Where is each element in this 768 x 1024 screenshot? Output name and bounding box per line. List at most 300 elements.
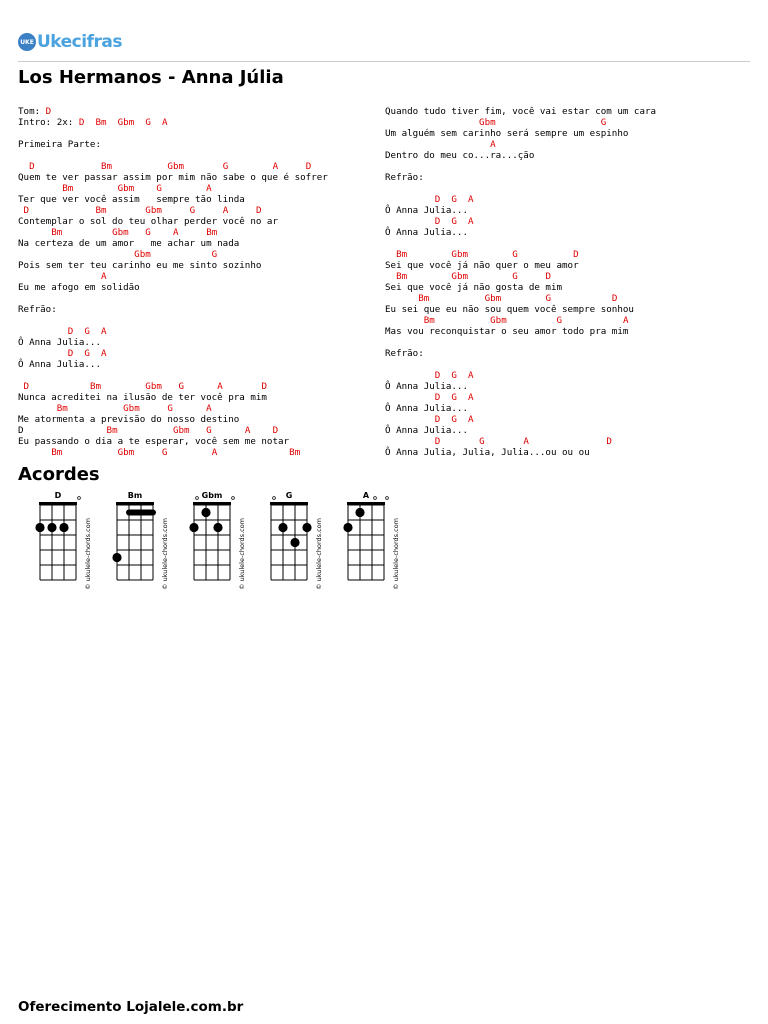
lyric-text bbox=[457, 216, 468, 227]
lyrics-column-left bbox=[18, 106, 328, 458]
lyric-line bbox=[385, 348, 656, 359]
chord-label[interactable]: Gbm bbox=[172, 425, 190, 436]
chord-label[interactable]: D bbox=[29, 161, 35, 172]
chord-label[interactable]: A bbox=[244, 425, 251, 436]
chord-label[interactable]: Gbm bbox=[112, 227, 129, 238]
lyric-line bbox=[18, 381, 328, 392]
chord-label[interactable]: Bm bbox=[62, 183, 74, 194]
lyric-text bbox=[173, 403, 206, 414]
chord-label[interactable]: G bbox=[178, 381, 185, 392]
chord-label[interactable]: G bbox=[222, 161, 229, 172]
chord-label[interactable]: A bbox=[172, 227, 179, 238]
lyric-line bbox=[385, 216, 656, 227]
chord-label[interactable]: Bm bbox=[51, 227, 63, 238]
lyric-line bbox=[385, 414, 656, 425]
lyric-text: Eu sei que eu não sou quem você sempre sonhou bbox=[385, 304, 634, 315]
lyric-text bbox=[107, 117, 118, 128]
lyric-text bbox=[195, 205, 223, 216]
chord-label[interactable]: A bbox=[468, 370, 474, 381]
lyric-text bbox=[217, 447, 289, 458]
open-string-marker bbox=[78, 497, 81, 500]
chord-label[interactable]: G bbox=[451, 392, 457, 403]
lyric-text bbox=[385, 194, 435, 205]
lyric-text bbox=[179, 227, 207, 238]
lyric-text: Ô Anna Julia... bbox=[385, 403, 468, 414]
chord-label[interactable]: A bbox=[272, 161, 279, 172]
lyric-line bbox=[18, 370, 328, 381]
chord-label[interactable]: D bbox=[545, 271, 552, 282]
chord-label[interactable]: Gbm bbox=[117, 183, 135, 194]
chord-label[interactable]: A bbox=[490, 139, 496, 150]
lyric-line bbox=[385, 139, 656, 150]
lyric-text bbox=[435, 315, 490, 326]
lyric-text: Tom: bbox=[18, 106, 46, 117]
lyric-text bbox=[18, 249, 134, 260]
chord-diagram-g bbox=[261, 490, 336, 590]
lyric-text bbox=[101, 381, 145, 392]
lyric-line bbox=[18, 337, 328, 348]
chord-label[interactable]: Gbm bbox=[123, 403, 140, 414]
chord-label[interactable]: G bbox=[556, 315, 563, 326]
chord-label[interactable]: D bbox=[67, 348, 74, 359]
lyric-text bbox=[140, 403, 168, 414]
logo-badge: UKE bbox=[18, 33, 36, 51]
lyric-line bbox=[18, 293, 328, 304]
chord-label[interactable]: G bbox=[451, 216, 457, 227]
lyric-text: Ô Anna Julia... bbox=[385, 381, 468, 392]
lyric-text: Quando tudo tiver fim, você vai estar com um cara bbox=[385, 106, 657, 117]
lyric-text bbox=[18, 326, 68, 337]
chord-label[interactable]: Gbm bbox=[145, 381, 162, 392]
lyric-text: Contemplar o sol do teu olhar perder você no ar bbox=[18, 216, 278, 227]
lyric-line bbox=[385, 282, 656, 293]
chord-label[interactable]: Gbm bbox=[490, 315, 507, 326]
lyric-line bbox=[18, 271, 328, 282]
chord-label[interactable]: G bbox=[545, 293, 552, 304]
chord-label[interactable]: G bbox=[451, 370, 457, 381]
chord-label[interactable]: A bbox=[161, 117, 168, 128]
lyric-line bbox=[18, 183, 328, 194]
lyric-line bbox=[18, 249, 328, 260]
chord-label[interactable]: G bbox=[206, 425, 212, 436]
chord-label[interactable]: Bm bbox=[396, 249, 408, 260]
lyric-text: Ô Anna Julia... bbox=[18, 359, 101, 370]
lyric-text bbox=[18, 161, 29, 172]
lyric-text bbox=[18, 348, 68, 359]
chord-label[interactable]: D bbox=[67, 326, 74, 337]
chord-label[interactable]: Bm bbox=[51, 447, 63, 458]
chord-label[interactable]: Bm bbox=[289, 447, 301, 458]
lyric-text: Refrão: bbox=[18, 304, 57, 315]
lyric-line bbox=[18, 315, 328, 326]
chord-label[interactable]: D bbox=[434, 194, 441, 205]
open-string-marker bbox=[273, 497, 276, 500]
chord-label[interactable]: D bbox=[256, 205, 262, 216]
lyric-text: Eu me afogo em solidão bbox=[18, 282, 140, 293]
finger-dot bbox=[47, 523, 56, 532]
lyric-text bbox=[24, 425, 107, 436]
lyric-line bbox=[385, 183, 656, 194]
lyric-line bbox=[385, 271, 656, 282]
chord-label[interactable]: Bm bbox=[89, 381, 102, 392]
lyric-text bbox=[184, 381, 217, 392]
lyric-text bbox=[212, 425, 245, 436]
lyric-text bbox=[407, 271, 451, 282]
lyric-text bbox=[29, 205, 95, 216]
lyric-text: Na certeza de um amor me achar um nada bbox=[18, 238, 240, 249]
chord-label[interactable]: A bbox=[468, 194, 474, 205]
lyric-text bbox=[62, 447, 117, 458]
chord-diagram-name: G bbox=[285, 491, 293, 500]
chord-label[interactable]: Gbm bbox=[134, 249, 151, 260]
lyric-text: Um alguém sem carinho será sempre um espinho bbox=[385, 128, 629, 139]
chord-label[interactable]: D bbox=[434, 436, 441, 447]
lyric-line bbox=[385, 293, 656, 304]
finger-dot bbox=[278, 523, 287, 532]
chord-label[interactable]: G bbox=[167, 403, 173, 414]
lyric-text bbox=[18, 271, 101, 282]
chord-label[interactable]: D bbox=[23, 381, 30, 392]
chord-label[interactable]: G bbox=[512, 249, 518, 260]
lyric-text bbox=[118, 425, 173, 436]
lyric-text bbox=[440, 216, 451, 227]
lyric-text bbox=[385, 293, 418, 304]
lyric-text bbox=[457, 392, 468, 403]
chord-label[interactable]: Bm bbox=[423, 315, 435, 326]
chord-label[interactable]: A bbox=[217, 381, 223, 392]
chord-label[interactable]: A bbox=[206, 403, 212, 414]
lyric-line bbox=[18, 205, 328, 216]
chord-label[interactable]: A bbox=[100, 271, 107, 282]
finger-dot bbox=[302, 523, 311, 532]
lyric-text bbox=[228, 205, 256, 216]
chord-label[interactable]: D bbox=[611, 293, 618, 304]
lyric-line bbox=[385, 150, 656, 161]
chord-label[interactable]: D bbox=[434, 392, 441, 403]
chord-label[interactable]: G bbox=[451, 414, 457, 425]
lyric-text: Me atormenta a previsão do nosso destino bbox=[18, 414, 240, 425]
lyric-text bbox=[151, 249, 212, 260]
lyric-line bbox=[385, 381, 656, 392]
lyric-text bbox=[562, 315, 623, 326]
chord-label[interactable]: D bbox=[573, 249, 579, 260]
finger-dot bbox=[35, 523, 44, 532]
lyric-text: Ô Anna Julia... bbox=[385, 227, 468, 238]
lyric-line bbox=[18, 414, 328, 425]
chord-label[interactable]: G bbox=[145, 227, 151, 238]
lyric-line bbox=[18, 227, 328, 238]
lyric-line bbox=[385, 304, 656, 315]
lyric-line bbox=[385, 326, 656, 337]
lyric-text bbox=[29, 381, 90, 392]
lyric-line bbox=[18, 194, 328, 205]
lyric-line bbox=[385, 249, 656, 260]
chord-label[interactable]: Bm bbox=[418, 293, 430, 304]
lyric-text bbox=[129, 227, 146, 238]
lyric-text bbox=[385, 216, 435, 227]
lyric-line bbox=[385, 117, 656, 128]
lyric-text bbox=[385, 436, 435, 447]
chord-label[interactable]: Bm bbox=[396, 271, 408, 282]
lyric-text bbox=[429, 293, 484, 304]
chords-section-title: Acordes bbox=[18, 464, 100, 485]
watermark-text: © ukulele-chords.com bbox=[161, 517, 169, 590]
chord-label[interactable]: G bbox=[512, 271, 518, 282]
chord-label[interactable]: D bbox=[434, 216, 441, 227]
lyric-text bbox=[385, 315, 424, 326]
lyric-line bbox=[18, 282, 328, 293]
lyric-text bbox=[73, 326, 84, 337]
finger-dot bbox=[343, 523, 352, 532]
chord-label[interactable]: A bbox=[211, 447, 218, 458]
chord-label[interactable]: Gbm bbox=[167, 161, 185, 172]
lyrics-column-right bbox=[385, 106, 656, 458]
lyric-text bbox=[107, 205, 146, 216]
lyric-line bbox=[18, 348, 328, 359]
chord-diagram-a bbox=[338, 490, 413, 590]
chord-label[interactable]: D bbox=[45, 106, 52, 117]
lyric-text: Sei que você já não quer o meu amor bbox=[385, 260, 579, 271]
chord-diagram-name: Gbm bbox=[201, 491, 223, 500]
lyric-text bbox=[529, 436, 606, 447]
chord-label[interactable]: G bbox=[156, 183, 162, 194]
chord-label[interactable]: D bbox=[23, 205, 30, 216]
open-string-marker bbox=[374, 497, 377, 500]
lyric-text: Nunca acreditei na ilusão de ter você pra mim bbox=[18, 392, 267, 403]
chord-label[interactable]: D bbox=[261, 381, 268, 392]
lyric-text bbox=[485, 436, 524, 447]
finger-dot bbox=[290, 538, 299, 547]
lyric-text: Primeira Parte: bbox=[18, 139, 101, 150]
song-title: Los Hermanos - Anna Júlia bbox=[18, 67, 284, 88]
lyric-text bbox=[73, 348, 84, 359]
lyric-line bbox=[18, 392, 328, 403]
chord-label[interactable]: D bbox=[272, 425, 279, 436]
chord-label[interactable]: Gbm bbox=[117, 447, 135, 458]
lyric-line bbox=[385, 194, 656, 205]
chord-label[interactable]: Bm bbox=[95, 117, 107, 128]
lyric-line bbox=[385, 436, 656, 447]
lyric-text bbox=[162, 381, 179, 392]
chord-label[interactable]: D bbox=[434, 414, 441, 425]
lyric-text bbox=[112, 161, 167, 172]
lyric-line bbox=[18, 238, 328, 249]
chord-label[interactable]: A bbox=[101, 326, 107, 337]
lyric-line bbox=[18, 447, 328, 458]
chord-barre bbox=[126, 510, 156, 516]
finger-dot bbox=[112, 553, 121, 562]
chord-label[interactable]: A bbox=[101, 348, 107, 359]
lyric-text bbox=[385, 414, 435, 425]
lyric-line bbox=[385, 106, 656, 117]
lyric-text bbox=[18, 403, 57, 414]
lyric-line bbox=[385, 238, 656, 249]
chord-label[interactable]: G bbox=[161, 447, 168, 458]
chord-label[interactable]: A bbox=[468, 414, 474, 425]
lyric-line bbox=[385, 227, 656, 238]
lyric-line bbox=[18, 128, 328, 139]
lyric-text bbox=[518, 249, 573, 260]
chord-label[interactable]: Bm bbox=[106, 425, 118, 436]
chord-diagram-d bbox=[30, 490, 105, 590]
chord-label[interactable]: A bbox=[468, 216, 474, 227]
lyric-text bbox=[18, 227, 51, 238]
open-string-marker bbox=[386, 497, 389, 500]
lyric-line bbox=[385, 403, 656, 414]
chord-label[interactable]: G bbox=[84, 348, 90, 359]
lyric-text bbox=[35, 161, 101, 172]
lyric-text: D bbox=[18, 425, 24, 436]
chord-diagram-bm bbox=[107, 490, 182, 590]
finger-dot bbox=[201, 508, 210, 517]
lyric-line bbox=[18, 172, 328, 183]
finger-dot bbox=[213, 523, 222, 532]
chord-label[interactable]: A bbox=[468, 392, 474, 403]
lyric-text bbox=[501, 293, 545, 304]
lyric-text bbox=[90, 326, 101, 337]
lyric-text bbox=[518, 271, 546, 282]
lyric-text bbox=[68, 403, 123, 414]
lyric-text: Ô Anna Julia... bbox=[18, 337, 101, 348]
chord-label[interactable]: Gbm bbox=[479, 117, 496, 128]
lyric-line bbox=[18, 425, 328, 436]
chord-label[interactable]: A bbox=[622, 315, 629, 326]
lyric-line bbox=[385, 447, 656, 458]
lyric-line bbox=[385, 205, 656, 216]
open-string-marker bbox=[232, 497, 235, 500]
lyric-text bbox=[162, 183, 206, 194]
lyric-text: Intro: 2x: bbox=[18, 117, 79, 128]
lyric-text bbox=[385, 370, 435, 381]
lyric-text: Refrão: bbox=[385, 172, 424, 183]
chord-label[interactable]: D bbox=[78, 117, 85, 128]
chord-label[interactable]: Bm bbox=[95, 205, 107, 216]
chord-label[interactable]: G bbox=[451, 194, 457, 205]
lyric-line bbox=[18, 304, 328, 315]
lyric-line bbox=[385, 337, 656, 348]
chord-label[interactable]: G bbox=[211, 249, 218, 260]
lyric-text bbox=[134, 117, 145, 128]
chord-label[interactable]: Gbm bbox=[145, 205, 162, 216]
lyric-text: Dentro do meu co...ra...ção bbox=[385, 150, 535, 161]
lyric-line bbox=[385, 128, 656, 139]
lyric-text: Refrão: bbox=[385, 348, 424, 359]
finger-dot bbox=[355, 508, 364, 517]
lyric-text bbox=[551, 293, 612, 304]
chord-label[interactable]: Bm bbox=[56, 403, 68, 414]
lyric-line bbox=[385, 161, 656, 172]
lyric-text bbox=[151, 227, 173, 238]
lyric-text bbox=[134, 183, 156, 194]
lyric-text bbox=[84, 117, 95, 128]
lyric-line bbox=[18, 161, 328, 172]
finger-dot bbox=[59, 523, 68, 532]
chord-label[interactable]: Gbm bbox=[451, 271, 469, 282]
chord-label[interactable]: A bbox=[206, 183, 212, 194]
lyric-line bbox=[18, 117, 328, 128]
chord-diagram-name: A bbox=[362, 491, 370, 500]
lyric-text bbox=[440, 392, 451, 403]
chord-label[interactable]: G bbox=[84, 326, 90, 337]
lyric-text bbox=[134, 447, 162, 458]
chord-diagram-name: Bm bbox=[127, 491, 143, 500]
lyric-line bbox=[18, 216, 328, 227]
chord-diagram-gbm bbox=[184, 490, 259, 590]
lyric-text bbox=[507, 315, 557, 326]
lyric-text: Mas vou reconquistar o seu amor todo pra mim bbox=[385, 326, 629, 337]
lyric-line bbox=[18, 139, 328, 150]
chord-label[interactable]: D bbox=[305, 161, 312, 172]
lyric-text bbox=[440, 436, 479, 447]
lyric-text bbox=[90, 348, 101, 359]
lyric-text bbox=[162, 205, 190, 216]
lyric-text bbox=[250, 425, 272, 436]
lyric-text bbox=[18, 183, 62, 194]
lyric-text bbox=[18, 447, 51, 458]
lyric-text bbox=[385, 249, 396, 260]
chord-label[interactable]: A bbox=[222, 205, 229, 216]
chord-diagram-name: D bbox=[54, 491, 62, 500]
chord-label[interactable]: Gbm bbox=[451, 249, 469, 260]
chord-label[interactable]: A bbox=[523, 436, 529, 447]
lyric-text: Ô Anna Julia... bbox=[385, 205, 468, 216]
chord-label[interactable]: G bbox=[479, 436, 485, 447]
chord-label[interactable]: D bbox=[606, 436, 612, 447]
chord-label[interactable]: Gbm bbox=[117, 117, 135, 128]
lyric-text bbox=[440, 414, 451, 425]
lyric-text bbox=[496, 117, 601, 128]
lyric-text bbox=[457, 370, 468, 381]
lyric-text bbox=[457, 194, 468, 205]
lyric-text: Ô Anna Julia, Julia, Julia...ou ou ou bbox=[385, 447, 590, 458]
site-header bbox=[18, 30, 750, 62]
lyric-text: Quem te ver passar assim por mim não sabe o que é sofrer bbox=[18, 172, 328, 183]
site-logo[interactable] bbox=[18, 32, 122, 52]
lyric-text bbox=[468, 249, 512, 260]
lyric-line bbox=[385, 359, 656, 370]
lyric-text: Eu passando o dia a te esperar, você sem me notar bbox=[18, 436, 290, 447]
lyric-text bbox=[184, 161, 223, 172]
lyric-text bbox=[190, 425, 207, 436]
lyric-text bbox=[278, 161, 306, 172]
lyric-text bbox=[62, 227, 112, 238]
lyric-text bbox=[457, 414, 468, 425]
lyric-line bbox=[18, 326, 328, 337]
footer-sponsor: Oferecimento Lojalele.com.br bbox=[18, 999, 244, 1015]
chord-label[interactable]: G bbox=[189, 205, 196, 216]
lyric-text bbox=[73, 183, 117, 194]
chord-label[interactable]: Bm bbox=[206, 227, 218, 238]
chord-label[interactable]: Bm bbox=[101, 161, 113, 172]
open-string-marker bbox=[196, 497, 199, 500]
lyric-line bbox=[18, 436, 328, 447]
lyric-line bbox=[385, 172, 656, 183]
lyric-line bbox=[385, 425, 656, 436]
lyric-text: Ô Anna Julia... bbox=[385, 425, 468, 436]
lyric-text: Ter que ver você assim sempre tão linda bbox=[18, 194, 245, 205]
lyric-line bbox=[18, 403, 328, 414]
lyric-text bbox=[440, 194, 451, 205]
finger-dot bbox=[189, 523, 198, 532]
watermark-text: © ukulele-chords.com bbox=[392, 517, 400, 590]
lyric-text bbox=[440, 370, 451, 381]
chord-label[interactable]: G bbox=[145, 117, 151, 128]
lyric-text bbox=[167, 447, 211, 458]
lyric-text bbox=[385, 139, 490, 150]
chord-label[interactable]: Gbm bbox=[484, 293, 502, 304]
chord-label[interactable]: G bbox=[600, 117, 607, 128]
chord-label[interactable]: D bbox=[434, 370, 441, 381]
